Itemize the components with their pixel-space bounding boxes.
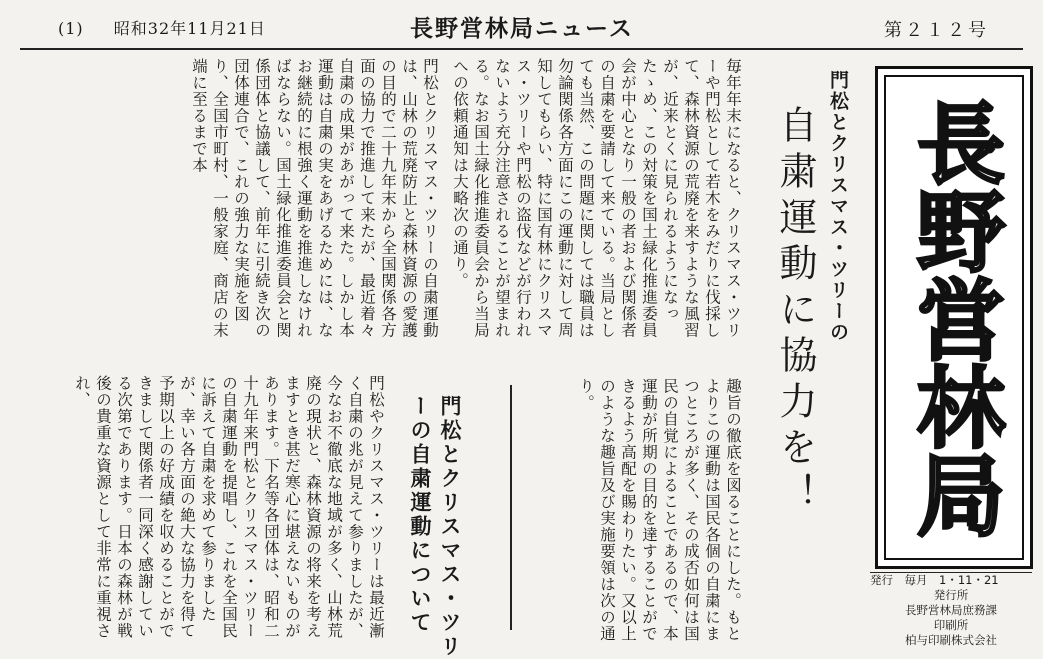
newsletter-title: 長野営林局ニュース	[410, 15, 634, 42]
masthead	[875, 66, 1033, 569]
colophon-publisher: 長野営林局庶務課	[905, 603, 997, 617]
article-body-continued: 趣旨の徹底を図ることにした。もとよりこの運動は国民各個の自粛にまつところが多く、その成否如何は国民の自覚によることであるので、本運動が所期の目的を達することができるよう高配を賜わりたい。又以上のような趣旨及び実施要領は次の通り。	[577, 378, 742, 642]
issue-date: 昭和32年11月21日	[113, 19, 266, 38]
article-body-left: 門松とクリスマス・ツリーの自粛運動は、山林の荒廃防止と森林資源の愛護の目的で二十九年末から全国関係各方面の協力で推進して来たが、最近着々自粛の成果があがって来た。しかし本運動は自粛の実をあげるためには、なお継続的に根強く運動を推進しなければならない。国土緑化推進委員会と関係団体と協議して、前年に引続き次の団体連合で、これの強力な実施を図り、全国市町村、一般家庭、商店の末端に至るまで本	[190, 58, 439, 339]
article-body-right: 毎年年末になると、クリスマス・ツリーや門松として若木をみだりに伐採して、森林資源の荒廃を来すような風習が、近来とくに見られるようになったゝめ、この対策を国土緑化推進委員会が中心となり一般の者および関係者の自粛を要請して来ている。当局としても当然、この問題に関しては職員は勿論関係各方面にこの運動に対して周知してもらい、特に国有林にクリスマス・ツリーや門松の盗伐などが行われないよう充分注意されることが望まれる。なお国土緑化推進委員会から当局への依頼通知は大略次の通り。	[451, 58, 742, 339]
header-left	[58, 16, 290, 39]
article-subheading: 門松とクリスマス・ツリーの自粛運動について	[408, 395, 462, 659]
page-number: (1)	[58, 19, 84, 38]
colophon-printer: 柏与印刷株式会社	[905, 633, 997, 647]
article-kicker: 門松とクリスマス・ツリーの	[827, 70, 849, 343]
colophon-printer-label: 印刷所	[933, 618, 969, 632]
article-headline: 自粛運動に協力を！	[773, 105, 817, 519]
masthead-logo	[884, 75, 1024, 560]
colophon-publishing: 発行 毎月 1・11・21	[870, 573, 999, 587]
colophon	[870, 572, 1032, 648]
header-rule	[20, 48, 1023, 50]
issue-number: 第２１２号	[884, 20, 989, 41]
colophon-publisher-label: 発行所	[933, 588, 969, 602]
masthead-text: 長野営林局	[903, 97, 1006, 538]
subheading-divider	[510, 385, 512, 630]
appeal-body: 門松やクリスマス・ツリーは最近漸く自粛の兆が見えて参りましたが、今なお不徹底な地域が多く、山林荒廃の現状と、森林資源の将来を考えますとき甚だ寒心に堪えないものがあります。下名等各団体は、昭和二十九年来門松とクリスマス・ツリーの自粛運動を提唱し、これを全国民に訴えて自粛を求めて参りましたが、幸い各方面の絶大な協力を得て予期以上の好成績を収めることができまして関係者一同深く感謝している次第であります。日本の森林が戦後の貴重な資源として非常に重視され、	[73, 375, 385, 639]
